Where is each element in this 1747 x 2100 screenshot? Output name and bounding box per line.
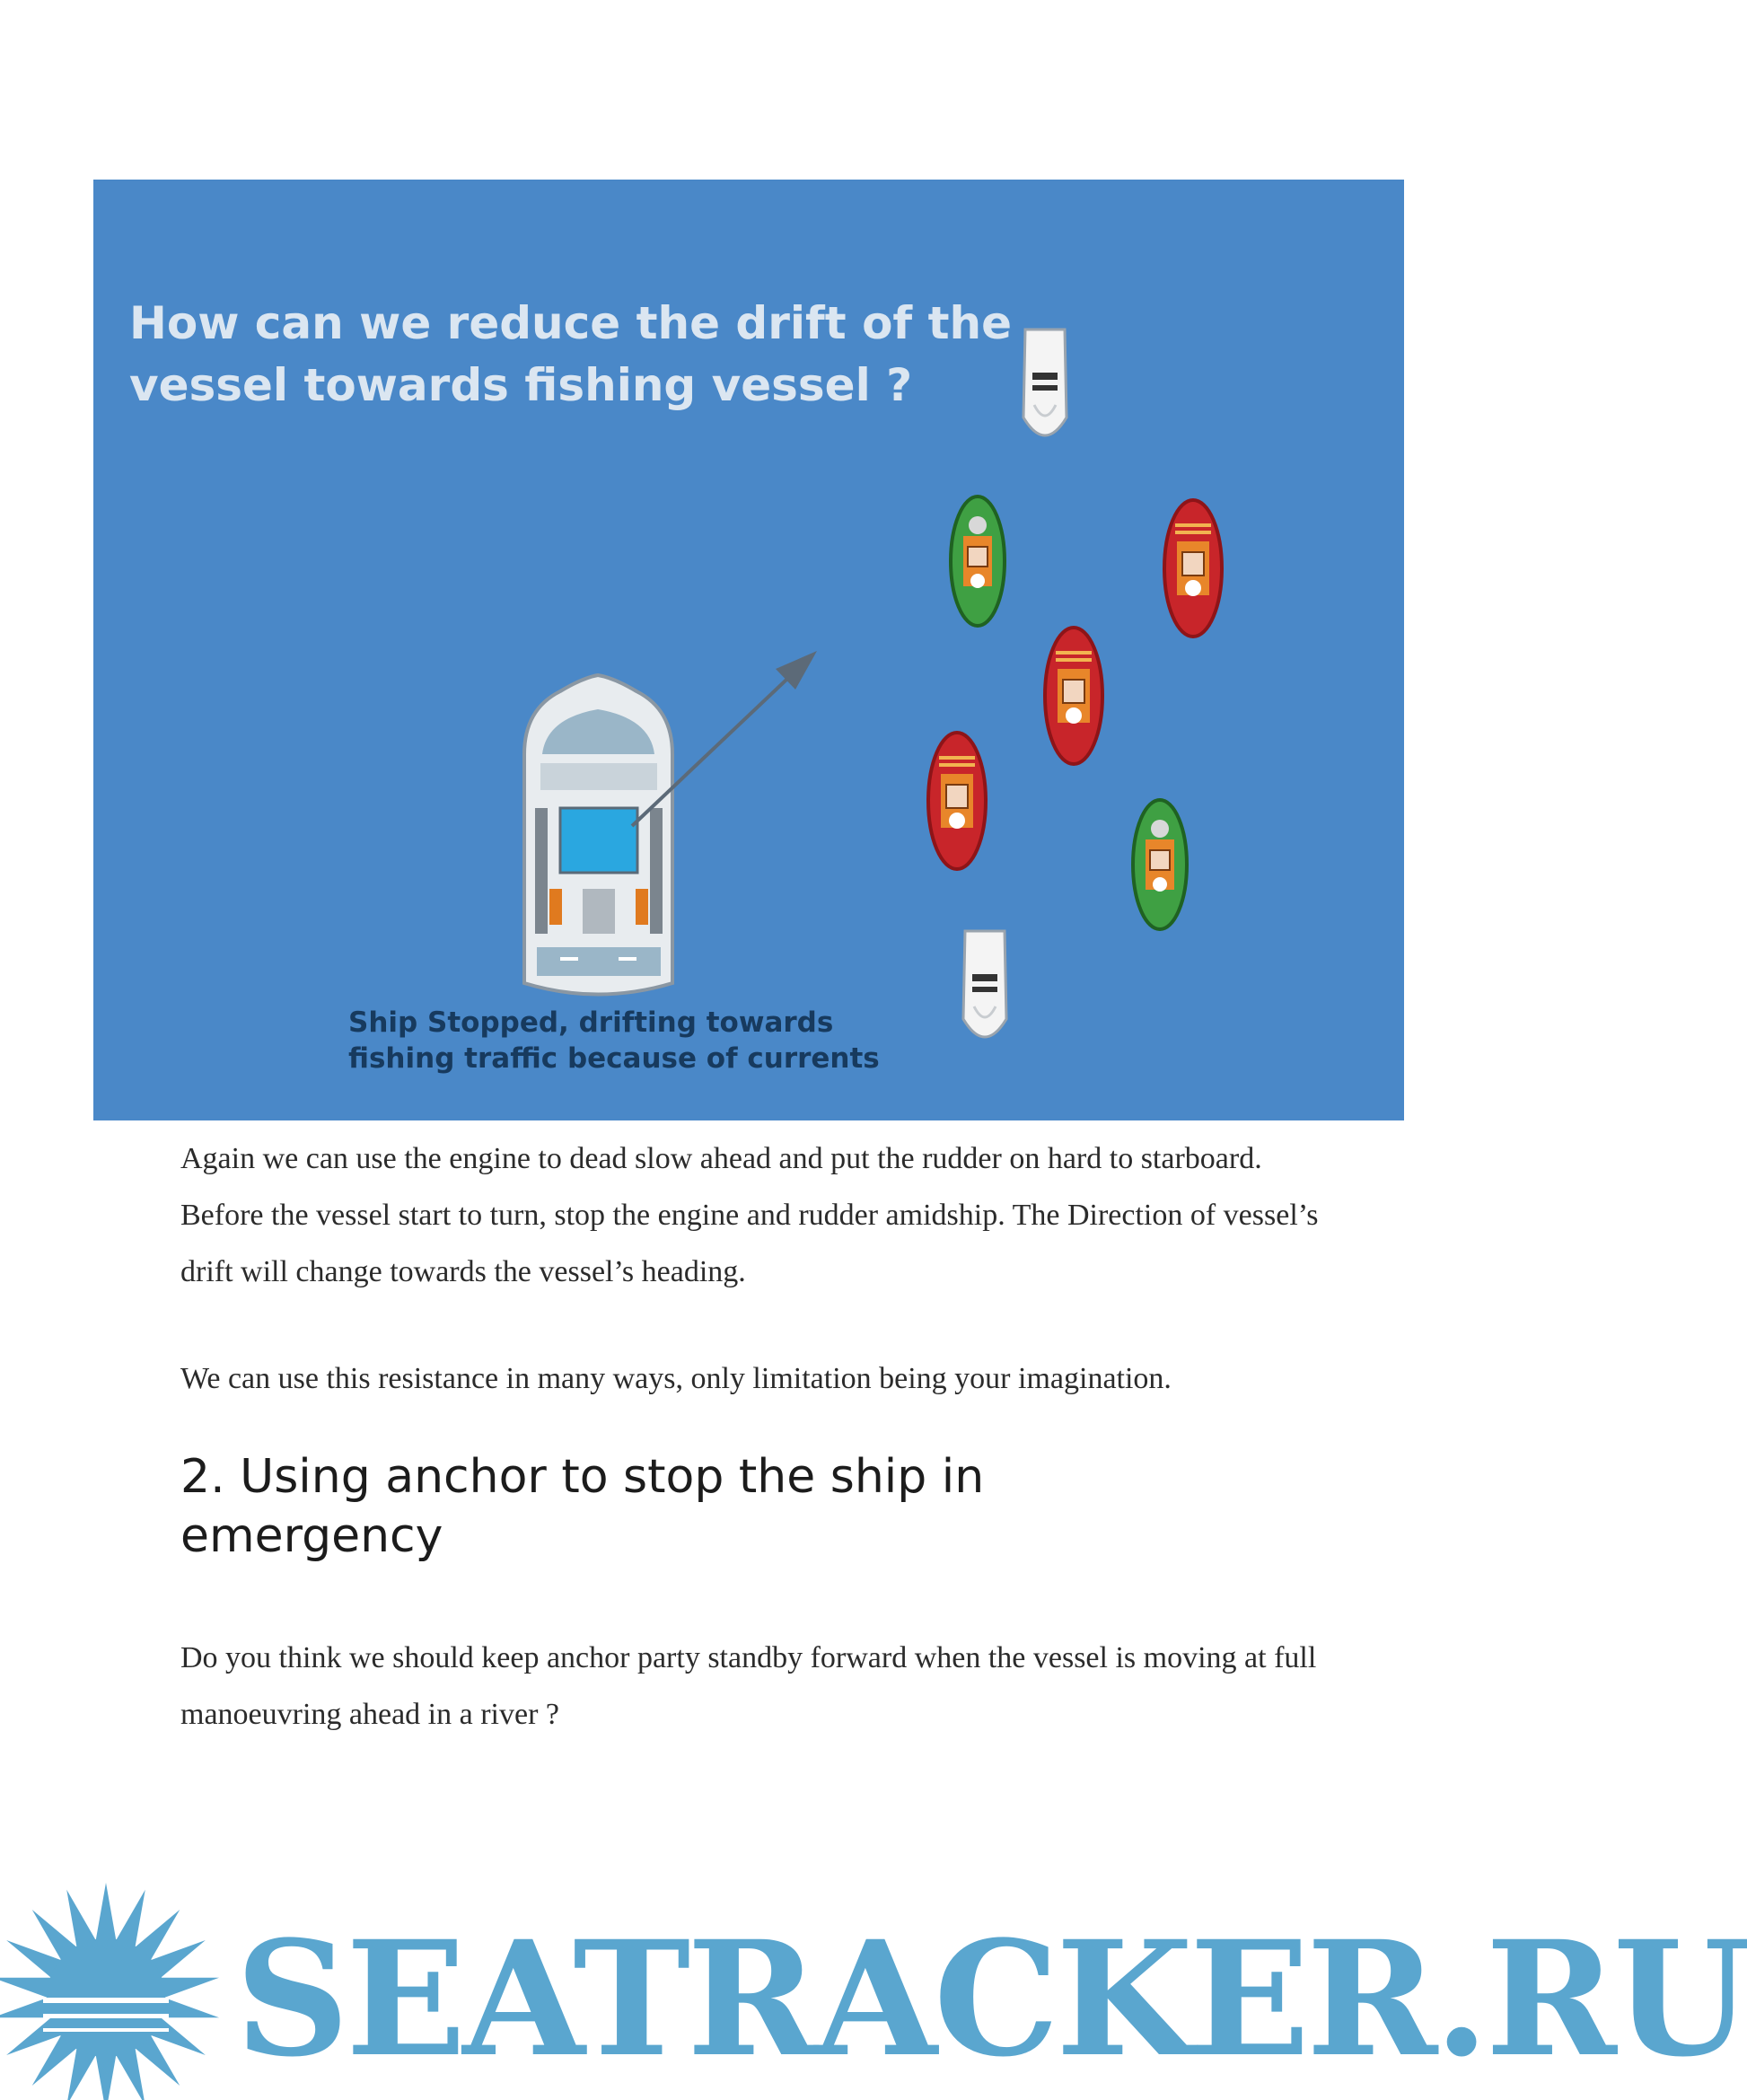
yacht-icon — [1023, 329, 1067, 435]
stopped-ship-icon — [524, 675, 672, 995]
fishing-vessel-red-icon — [928, 733, 986, 869]
fishing-vessel-green-icon — [951, 496, 1005, 626]
watermark-text: SEATRACKER.RU — [235, 1906, 1747, 2092]
sun-icon — [0, 1883, 221, 2100]
fishing-vessel-red-icon — [1045, 628, 1102, 764]
figure-title: How can we reduce the drift of the vessel towards fishing vessel ? — [129, 297, 1012, 411]
fishing-vessel-green-icon — [1133, 800, 1187, 929]
body-paragraph: Do you think we should keep anchor party standby forward when the vessel is moving at full manoeuvring ahead in a river ? — [180, 1641, 1317, 1731]
figure-caption: Ship Stopped, drifting towards fishing traffic because of currents — [348, 1006, 880, 1075]
body-paragraph: We can use this resistance in many ways, only limitation being your imagination. — [180, 1362, 1172, 1395]
body-paragraph: Again we can use the engine to dead slow ahead and put the rudder on hard to starboard. Before the vessel start to turn, stop the engine and rudder amidship. The Direction of vessel’s drift will change towards the vessel’s heading. — [180, 1142, 1319, 1288]
section-heading: 2. Using anchor to stop the ship in emergency — [180, 1450, 985, 1563]
illustration-figure — [93, 180, 1404, 1120]
fishing-vessel-red-icon — [1164, 500, 1222, 637]
